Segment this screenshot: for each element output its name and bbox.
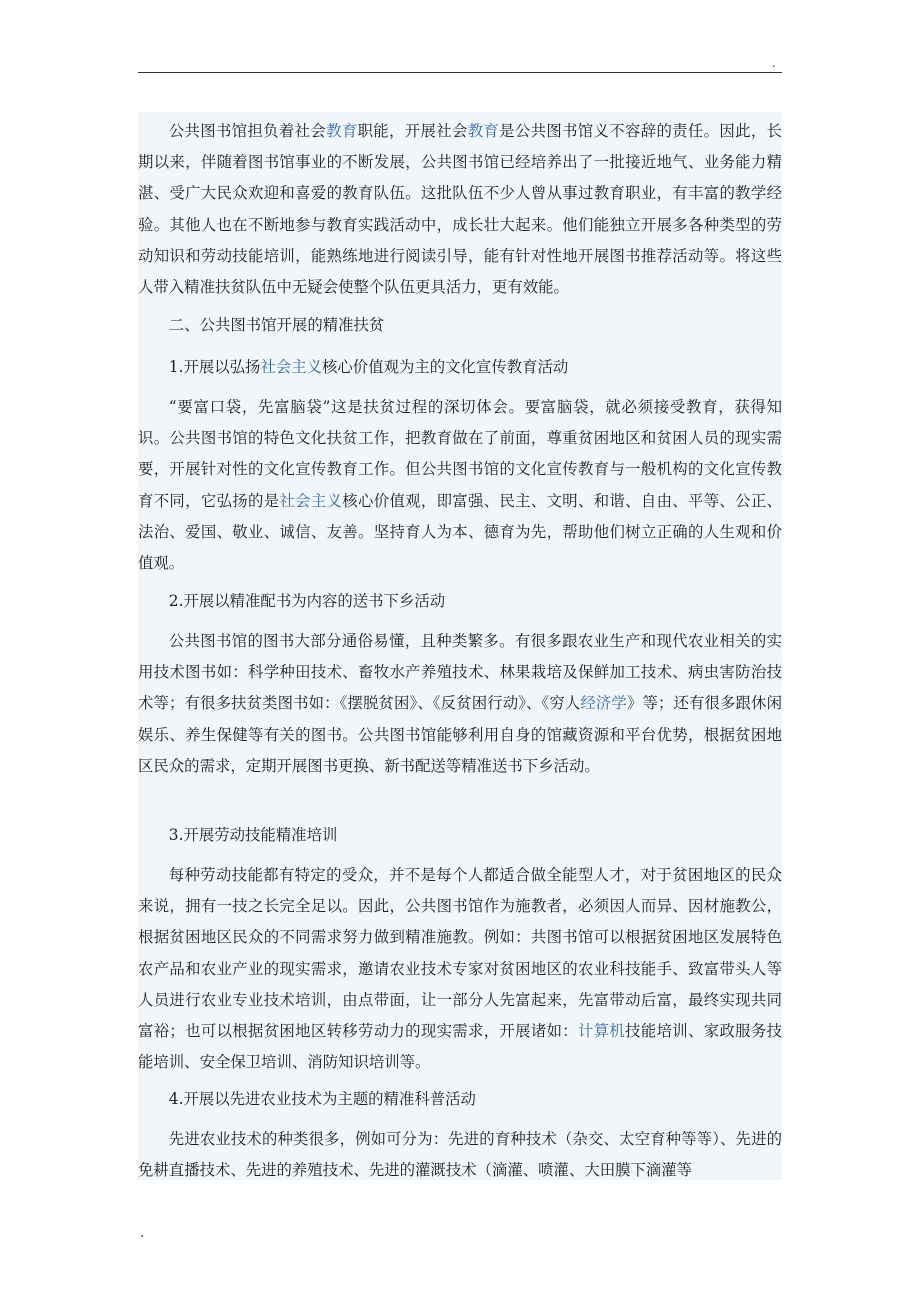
text-run: 核心价值观，即富强、民主、文明、和谐、自由、平等、公正、法治、爱国、敬业、诚信、友善。坚持育人为本、德育为先，帮助他们树立正确的人生观和价值观。 [138,491,782,573]
subheading-2: 2.开展以精准配书为内容的送书下乡活动 [168,592,446,610]
header-mark: . [772,56,776,70]
text-run: 核心价值观为主的文化宣传教育活动 [322,358,569,376]
text-run: 公共图书馆的图书大部分通俗易懂，且种类繁多。有很多跟农业生产和现代农业相关的实用技术图书如：科学种田技术、畜牧水产养殖技术、林果栽培及保鲜加工技术、病虫害防治技术等；有很多扶贫类图书如：《摆脱贫困》、《反贫困行动》、《穷人 [138,632,782,713]
keyword-link-education[interactable]: 教育 [467,122,500,140]
text-run: 每种劳动技能都有特定的受众，并不是每个人都适合做全能型人才，对于贫困地区的民众来说，拥有一技之长完全足以。因此，公共图书馆作为施教者，必须因人而异、因材施教公，根据贫困地区民众的不同需求努力做到精准施教。例如：共图书馆可以根据贫困地区发展特色农产品和农业产业的现实需求，邀请农业技术专家对贫困地区的农业科技能手、致富带头人等人员进行农业专业技术培训，由点带面，让一部分人先富起来，先富带动后富，最终实现共同富裕；也可以根据贫困地区转移劳动力的现实需求，开展诸如： [138,866,782,1041]
text-run: 》等；还有很多跟休闲娱乐、养生保健等有关的图书。公共图书馆能够利用自身的馆藏资源和平台优势，根据贫困地区民众的需求，定期开展图书更换、新书配送等精准送书下乡活动。 [138,694,782,775]
paragraph-agri-tech: 先进农业技术的种类很多，例如可分为：先进的育种技术（杂交、太空育种等等）、先进的免耕直播技术、先进的养殖技术、先进的灌溉技术（滴灌、喷灌、大田膜下滴灌等 [138,1130,782,1180]
document-body [138,112,782,1180]
paragraph-book-delivery [138,626,782,782]
keyword-link-computer[interactable]: 计算机 [578,1022,626,1041]
header-rule [138,72,782,73]
paragraph-library-education [138,116,782,303]
keyword-link-economics[interactable]: 经济学 [580,694,627,713]
text-run: 技能培训、家政服务技能培训、安全保卫培训、消防知识培训等。 [138,1022,782,1072]
text-run: “要富口袋，先富脑袋”这是扶贫过程的深切体会。要富脑袋，就必须接受教育，获得知识。公共图书馆的特色文化扶贫工作，把教育做在了前面，尊重贫困地区和贫困人员的现实需要，开展针对性的文化宣传教育工作。但公共图书馆的文化宣传教育与一般机构的文化宣传教育不同，它弘扬的是 [138,398,782,510]
keyword-link-education[interactable]: 教育 [326,122,358,140]
keyword-link-socialism[interactable]: 社会主义 [279,491,343,510]
subheading-1 [138,352,782,383]
text-run: 是公共图书馆义不容辞的责任。因此，长期以来，伴随着图书馆事业的不断发展，公共图书馆已经培养出了一批接近地气、业务能力精湛、受广大民众欢迎和喜爱的教育队伍。这批队伍不少人曾从事过教育职业，有丰富的教学经验。其他人也在不断地参与教育实践活动中，成长壮大起来。他们能独立开展多各种类型的劳动知识和劳动技能培训，能熟练地进行阅读引导，能有针对性地开展图书推荐活动等。将这些人带入精准扶贫队伍中无疑会使整个队伍更具活力，更有效能。 [138,122,782,297]
text-run: 公共图书馆担负着社会 [168,122,327,140]
section-heading-precision-poverty: 二、公共图书馆开展的精准扶贫 [168,316,385,334]
paragraph-skills-training [138,860,782,1078]
paragraph-cultural-education [138,392,782,579]
subheading-3: 3.开展劳动技能精准培训 [168,826,338,844]
subheading-4: 4.开展以先进农业技术为主题的精准科普活动 [168,1090,476,1108]
footer-mark: . [140,1225,145,1241]
keyword-link-socialism[interactable]: 社会主义 [260,358,323,376]
text-run: 1.开展以弘扬 [168,358,261,376]
text-run: 职能，开展社会 [357,122,468,140]
